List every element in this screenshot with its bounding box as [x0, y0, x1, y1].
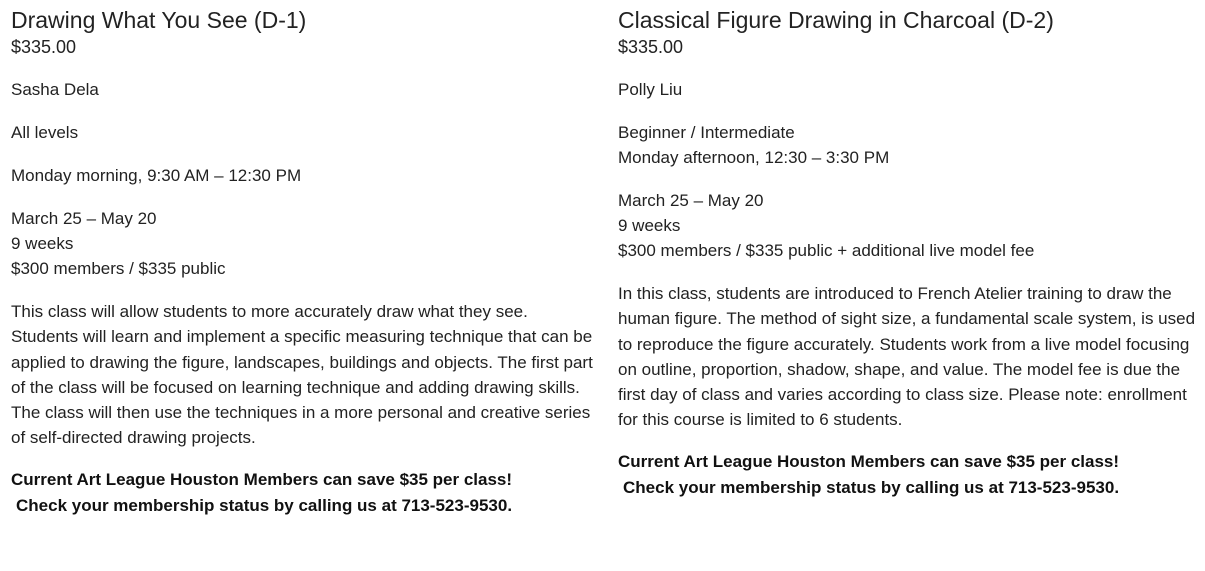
- course-details: [618, 188, 1203, 263]
- course-details: [11, 206, 596, 281]
- course-instructor: Sasha Dela: [11, 80, 99, 99]
- course-card-d2: [618, 6, 1203, 501]
- promo-savings: Current Art League Houston Members can save $35 per class!: [11, 469, 513, 489]
- course-card-d1: [11, 6, 596, 519]
- course-instructor: Polly Liu: [618, 80, 683, 99]
- promo-savings: Current Art League Houston Members can save $35 per class!: [618, 451, 1120, 471]
- membership-promo: [11, 467, 596, 519]
- course-level: All levels: [11, 123, 79, 142]
- course-description: This class will allow students to more accurately draw what they see. Students will learn and implement a specific measuring technique that can be applied to drawing the figure, landscapes, buildings and objects. The first part of the class will be focused on learning technique and adding drawing skills. The class will then use the techniques in a more personal and creative series of self-directed drawing projects.: [11, 302, 593, 448]
- course-schedule: Monday afternoon, 12:30 – 3:30 PM: [618, 148, 890, 167]
- course-title: Classical Figure Drawing in Charcoal (D-2): [618, 7, 1054, 33]
- course-duration: 9 weeks: [618, 216, 681, 235]
- membership-promo: [618, 449, 1203, 501]
- course-price: $335.00: [618, 37, 684, 57]
- course-dates: March 25 – May 20: [11, 209, 157, 228]
- course-fees: $300 members / $335 public + additional live model fee: [618, 241, 1035, 260]
- course-schedule: Monday morning, 9:30 AM – 12:30 PM: [11, 166, 302, 185]
- promo-phone: Check your membership status by calling us at 713-523-9530.: [16, 495, 513, 515]
- course-duration: 9 weeks: [11, 234, 74, 253]
- course-title: Drawing What You See (D-1): [11, 7, 307, 33]
- course-description: In this class, students are introduced to French Atelier training to draw the human figure. The method of sight size, a fundamental scale system, is used to reproduce the figure accurately. Students work from a live model focusing on outline, proportion, shadow, shape, and value. The model fee is due the first day of class and varies according to class size. Please note: enrollment for this course is limited to 6 students.: [618, 284, 1196, 430]
- course-dates: March 25 – May 20: [618, 191, 764, 210]
- course-level: Beginner / Intermediate: [618, 123, 795, 142]
- course-price: $335.00: [11, 37, 77, 57]
- course-fees: $300 members / $335 public: [11, 259, 226, 278]
- promo-phone: Check your membership status by calling us at 713-523-9530.: [623, 477, 1120, 497]
